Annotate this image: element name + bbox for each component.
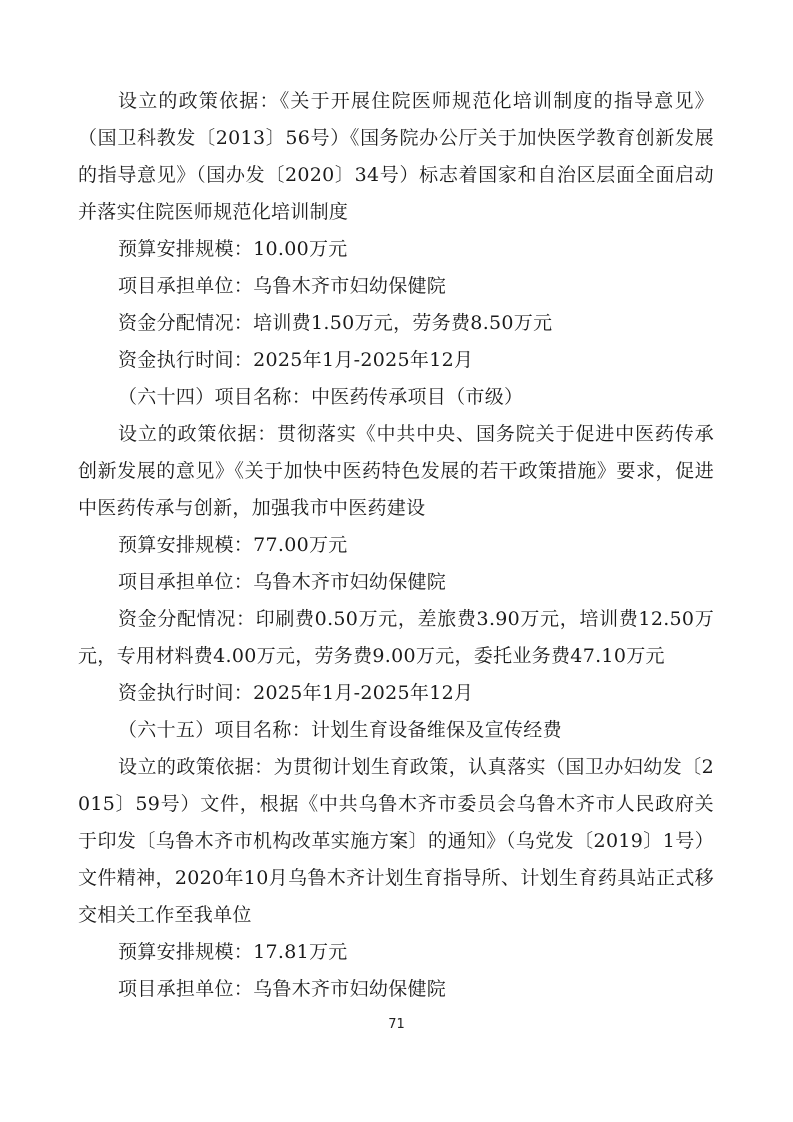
paragraph-budget-scale: 预算安排规模：77.00万元 [118, 534, 348, 556]
paragraph-responsible-unit: 项目承担单位：乌鲁木齐市妇幼保健院 [118, 275, 447, 297]
paragraph-responsible-unit: 项目承担单位：乌鲁木齐市妇幼保健院 [118, 978, 447, 1000]
paragraph-fund-allocation: 资金分配情况：培训费1.50万元，劳务费8.50万元 [118, 312, 553, 334]
paragraph-fund-allocation: 资金分配情况：印刷费0.50万元，差旅费3.90万元，培训费12.50万元，专用材料费4.00万元，劳务费9.00万元，委托业务费47.10万元 [78, 608, 714, 667]
page-number: 71 [388, 1017, 405, 1032]
paragraph-budget-scale: 预算安排规模：17.81万元 [118, 941, 348, 963]
section-heading-65: （六十五）项目名称：计划生育设备维保及宣传经费 [118, 719, 562, 741]
paragraph-budget-scale: 预算安排规模：10.00万元 [118, 238, 348, 260]
paragraph-policy-basis-residency: 设立的政策依据：《关于开展住院医师规范化培训制度的指导意见》（国卫科教发〔2013〕56号）《国务院办公厅关于加快医学教育创新发展的指导意见》（国办发〔2020〕34号）标志着国家和自治区层面全面启动并落实住院医师规范化培训制度 [78, 90, 714, 223]
paragraph-execution-time: 资金执行时间：2025年1月-2025年12月 [118, 682, 474, 704]
paragraph-policy-basis-tcm: 设立的政策依据：贯彻落实《中共中央、国务院关于促进中医药传承创新发展的意见》《关于加快中医药特色发展的若干政策措施》要求，促进中医药传承与创新，加强我市中医药建设 [78, 423, 714, 519]
document-body [78, 83, 714, 1008]
section-heading-64: （六十四）项目名称：中医药传承项目（市级） [118, 386, 524, 408]
paragraph-execution-time: 资金执行时间：2025年1月-2025年12月 [118, 349, 474, 371]
paragraph-responsible-unit: 项目承担单位：乌鲁木齐市妇幼保健院 [118, 571, 447, 593]
paragraph-policy-basis-family-planning: 设立的政策依据：为贯彻计划生育政策，认真落实（国卫办妇幼发〔2015〕59号）文件，根据《中共乌鲁木齐市委员会乌鲁木齐市人民政府关于印发〔乌鲁木齐市机构改革实施方案〕的通知》（乌党发〔2019〕1号）文件精神，2020年10月乌鲁木齐计划生育指导所、计划生育药具站正式移交相关工作至我单位 [78, 756, 714, 926]
